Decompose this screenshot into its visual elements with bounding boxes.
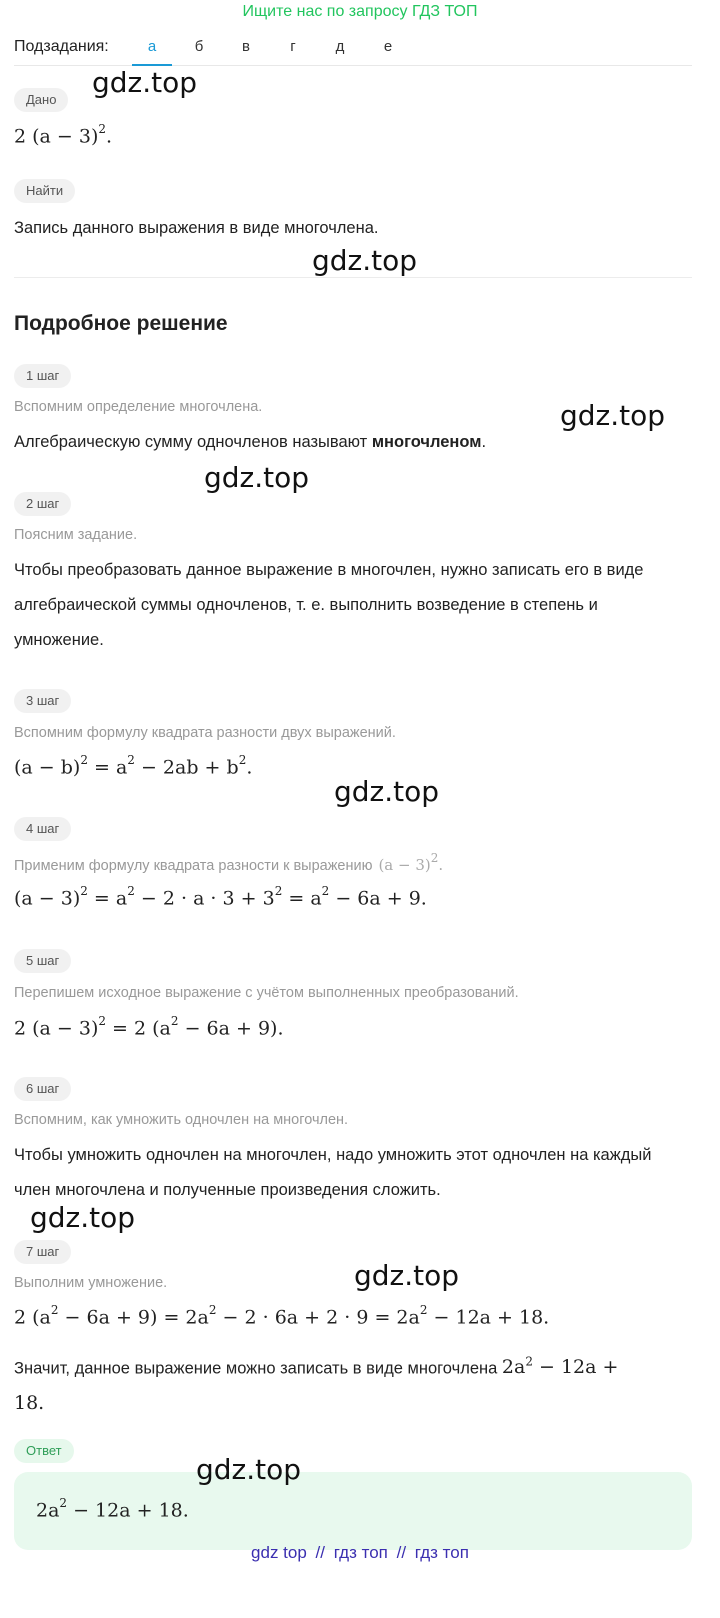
step-2-chip: 2 шаг	[14, 492, 71, 516]
step-3-chip: 3 шаг	[14, 689, 71, 713]
tab-d[interactable]: д	[335, 38, 345, 55]
step-7-formula: 2 $(a^2 - 6a + 9) = 2a^2 - 2 \cdot 6a + 2 \cdot 9 = 2a^2 - 12a + 18$.	[14, 1303, 550, 1329]
divider	[14, 277, 692, 278]
step-7-hint: Выполним умножение.	[14, 1275, 168, 1291]
watermark: gdz.top	[354, 1259, 460, 1292]
step-1-chip: 1 шаг	[14, 364, 71, 388]
footer-link[interactable]: gdz top	[251, 1543, 307, 1562]
find-chip: Найти	[14, 179, 75, 203]
step-4-chip: 4 шаг	[14, 817, 71, 841]
watermark: gdz.top	[204, 461, 310, 494]
footer-link[interactable]: гдз топ	[414, 1543, 469, 1562]
footer-links	[0, 1543, 720, 1563]
step-1-text: Алгебраическую сумму одночленов называют многочленом.	[14, 433, 487, 451]
answer-chip: Ответ	[14, 1439, 74, 1463]
tab-g[interactable]: г	[290, 38, 296, 55]
step-1-hint: Вспомним определение многочлена.	[14, 399, 263, 415]
step-4-hint: Применим формулу квадрата разности к выражению $(a - 3)^2$.	[14, 851, 444, 874]
find-text: Запись данного выражения в виде многочлена.	[14, 219, 379, 237]
step-2-text: Чтобы преобразовать данное выражение в многочлен, нужно записать его в виде алгебраической суммы одночленов, т. е. выполнить возведение в степень и умножение.	[14, 561, 644, 649]
tab-b[interactable]: б	[194, 38, 204, 55]
tab-e[interactable]: е	[383, 38, 393, 55]
step-4-formula: $(a - 3)^2 = a^2 - 2 \cdot a \cdot 3 + 3^2 = a^2 - 6a + 9$.	[14, 884, 427, 910]
step-7-chip: 7 шаг	[14, 1240, 71, 1264]
step-5-hint: Перепишем исходное выражение с учётом выполненных преобразований.	[14, 985, 519, 1001]
footer-separator: //	[315, 1543, 325, 1562]
step-6-text: Чтобы умножить одночлен на многочлен, надо умножить этот одночлен на каждый член многочлена и полученные произведения сложить.	[14, 1146, 652, 1199]
step-5-formula: 2 $(a - 3)^2 = 2$ $(a^2 - 6a + 9)$.	[14, 1014, 284, 1040]
footer-link[interactable]: гдз топ	[333, 1543, 388, 1562]
watermark: gdz.top	[334, 775, 440, 808]
subtasks-bar	[14, 30, 692, 66]
watermark: gdz.top	[312, 244, 418, 277]
given-chip: Дано	[14, 88, 68, 112]
step-6-chip: 6 шаг	[14, 1077, 71, 1101]
step-7-conclusion: Значит, данное выражение можно записать в виде многочлена $2a^2 - 12a$ + 18.	[14, 1355, 619, 1415]
given-expression: 2 $(a - 3)^2$.	[14, 122, 113, 148]
solution-title: Подробное решение	[14, 312, 228, 335]
footer-separator: //	[396, 1543, 407, 1562]
answer-expression: $2a^2 - 12a + 18$.	[36, 1496, 189, 1522]
step-3-formula: $(a - b)^2 = a^2 - 2ab + b^2$.	[14, 753, 253, 779]
watermark: gdz.top	[30, 1201, 136, 1234]
step-2-hint: Поясним задание.	[14, 527, 138, 543]
watermark: gdz.top	[196, 1453, 302, 1486]
subtasks-label: Подзадания:	[14, 38, 109, 55]
tab-v[interactable]: в	[242, 38, 250, 55]
tab-a[interactable]: а	[132, 38, 172, 66]
step-6-hint: Вспомним, как умножить одночлен на многочлен.	[14, 1112, 349, 1128]
watermark: gdz.top	[560, 399, 666, 432]
search-banner[interactable]: Ищите нас по запросу ГДЗ ТОП	[242, 3, 478, 20]
watermark: gdz.top	[92, 66, 198, 99]
step-5-chip: 5 шаг	[14, 949, 71, 973]
step-3-hint: Вспомним формулу квадрата разности двух выражений.	[14, 725, 396, 741]
